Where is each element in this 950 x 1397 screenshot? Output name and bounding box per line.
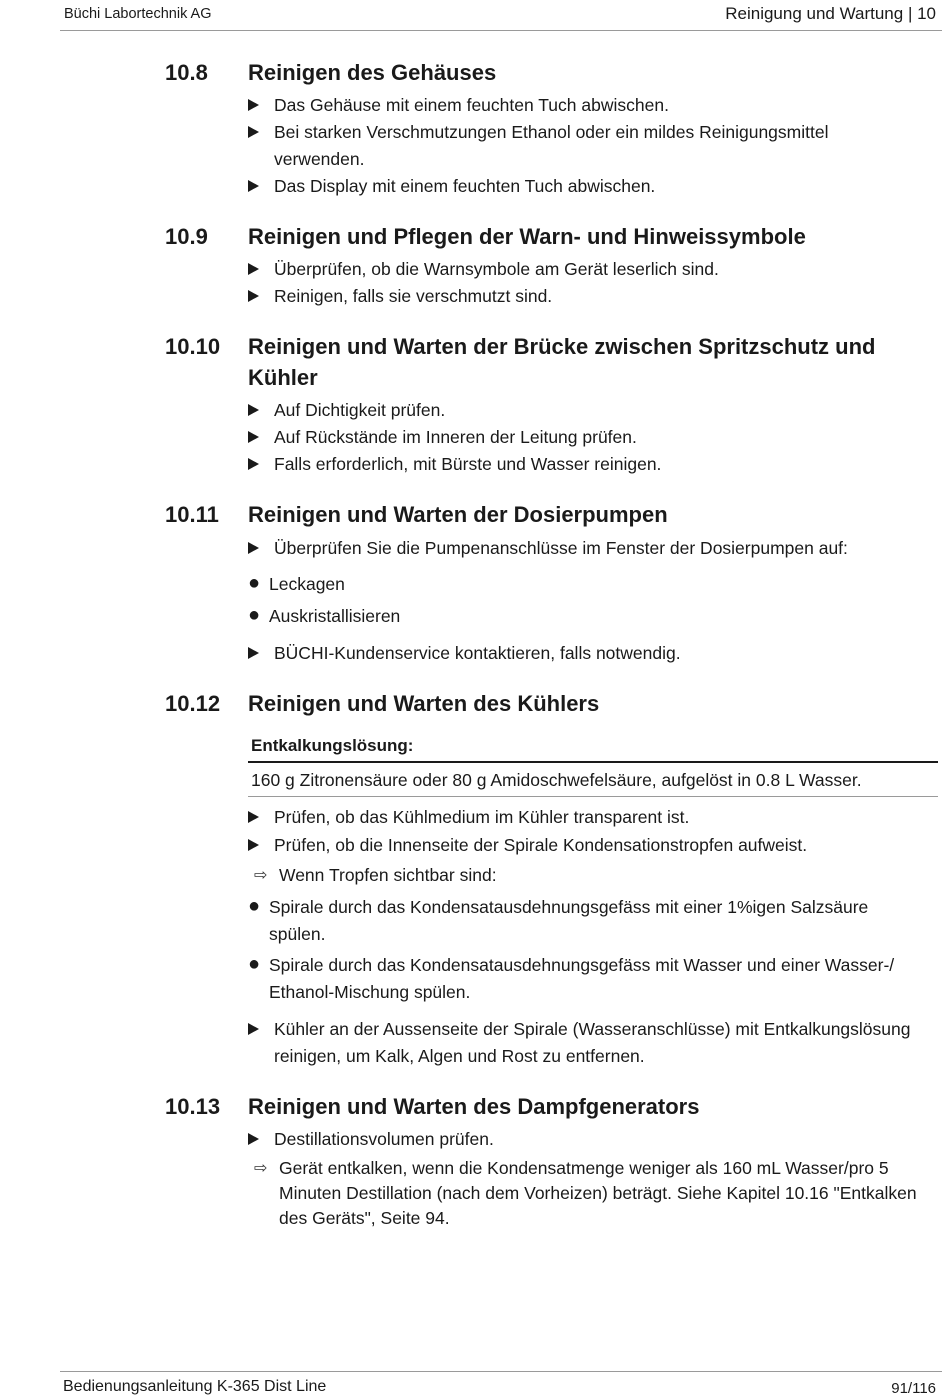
arrow-bullet-icon — [248, 1016, 268, 1044]
arrow-bullet-icon — [248, 640, 268, 668]
instruction-item: Auf Rückstände im Inneren der Leitung prüfen. — [248, 424, 938, 451]
arrow-bullet-icon — [248, 804, 268, 832]
instruction-item: Reinigen, falls sie verschmutzt sind. — [248, 283, 938, 310]
section-number: 10.11 — [165, 502, 219, 527]
section-number: 10.12 — [165, 691, 221, 716]
result-arrow-icon: ⇨ — [254, 867, 268, 884]
arrow-bullet-icon — [248, 256, 268, 284]
instruction-item: Das Display mit einem feuchten Tuch abwischen. — [248, 173, 938, 200]
result-arrow-icon: ⇨ — [254, 1160, 268, 1177]
arrow-bullet-icon — [248, 397, 268, 425]
result-item: ⇨ Gerät entkalken, wenn die Kondensatmenge weniger als 160 mL Wasser/pro 5 Minuten Destillation (nach dem Vorheizen) beträgt. Siehe Kapitel 10.16 "Entkalken des Geräts", Seite 94. — [254, 1158, 917, 1228]
header-chapter: Reinigung und Wartung | 10 — [725, 4, 936, 23]
list-item: ● Leckagen — [248, 571, 938, 598]
section-number: 10.8 — [165, 60, 208, 85]
section-title: Reinigen und Warten der Dosierpumpen — [248, 502, 668, 527]
section-number: 10.10 — [165, 334, 221, 359]
info-table — [248, 733, 938, 797]
list-item: ● Spirale durch das Kondensatausdehnungsgefäss mit Wasser und einer Wasser-/ Ethanol-Mischung spülen. — [248, 953, 895, 1002]
section-title: Reinigen und Warten der Brücke zwischen Spritzschutz und Kühler — [248, 334, 876, 390]
section-title: Reinigen und Pflegen der Warn- und Hinweissymbole — [248, 224, 806, 249]
list-item: ● Spirale durch das Kondensatausdehnungsgefäss mit einer 1%igen Salzsäure spülen. — [248, 895, 869, 944]
instruction-item: Destillationsvolumen prüfen. — [248, 1126, 938, 1153]
section-title: Reinigen und Warten des Kühlers — [248, 691, 600, 716]
instruction-item: Kühler an der Aussenseite der Spirale (Wasseranschlüsse) mit Entkalkungslösung reinigen, um Kalk, Algen und Rost zu entfernen. — [248, 1016, 938, 1070]
arrow-bullet-icon — [248, 119, 268, 147]
instruction-item: Prüfen, ob die Innenseite der Spirale Kondensationstropfen aufweist. — [248, 832, 938, 859]
dot-bullet-icon: ● — [248, 895, 261, 917]
page-header — [60, 0, 942, 31]
arrow-bullet-icon — [248, 283, 268, 311]
footer-page-number: 91/116 — [891, 1380, 936, 1397]
info-table-header: Entkalkungslösung: — [248, 733, 938, 763]
section-number: 10.13 — [165, 1094, 221, 1119]
section-title: Reinigen des Gehäuses — [248, 60, 497, 85]
footer-manual-title: Bedienungsanleitung K-365 Dist Line — [63, 1378, 327, 1395]
arrow-bullet-icon — [248, 451, 268, 479]
instruction-item: Falls erforderlich, mit Bürste und Wasser reinigen. — [248, 451, 938, 478]
dot-bullet-icon: ● — [248, 572, 261, 594]
instruction-item: BÜCHI-Kundenservice kontaktieren, falls notwendig. — [248, 640, 938, 667]
arrow-bullet-icon — [248, 173, 268, 201]
dot-bullet-icon: ● — [248, 604, 261, 626]
page-footer — [60, 1371, 942, 1397]
section-number: 10.9 — [165, 224, 208, 249]
instruction-item: Das Gehäuse mit einem feuchten Tuch abwischen. — [248, 92, 938, 119]
info-table-body: 160 g Zitronensäure oder 80 g Amidoschwefelsäure, aufgelöst in 0.8 L Wasser. — [248, 763, 938, 797]
arrow-bullet-icon — [248, 424, 268, 452]
arrow-bullet-icon — [248, 832, 268, 860]
instruction-item: Prüfen, ob das Kühlmedium im Kühler transparent ist. — [248, 804, 938, 831]
header-company: Büchi Labortechnik AG — [64, 6, 212, 22]
dot-bullet-icon: ● — [248, 953, 261, 975]
instruction-item: Bei starken Verschmutzungen Ethanol oder ein mildes Reinigungsmittel verwenden. — [248, 119, 938, 173]
arrow-bullet-icon — [248, 1126, 268, 1154]
instruction-item: Auf Dichtigkeit prüfen. — [248, 397, 938, 424]
instruction-item: Überprüfen Sie die Pumpenanschlüsse im Fenster der Dosierpumpen auf: — [248, 535, 938, 562]
result-item: ⇨ Wenn Tropfen sichtbar sind: — [248, 862, 938, 889]
instruction-item: Überprüfen, ob die Warnsymbole am Gerät leserlich sind. — [248, 256, 938, 283]
arrow-bullet-icon — [248, 535, 268, 563]
section-title: Reinigen und Warten des Dampfgenerators — [248, 1094, 700, 1119]
arrow-bullet-icon — [248, 92, 268, 120]
list-item: ● Auskristallisieren — [248, 603, 938, 630]
